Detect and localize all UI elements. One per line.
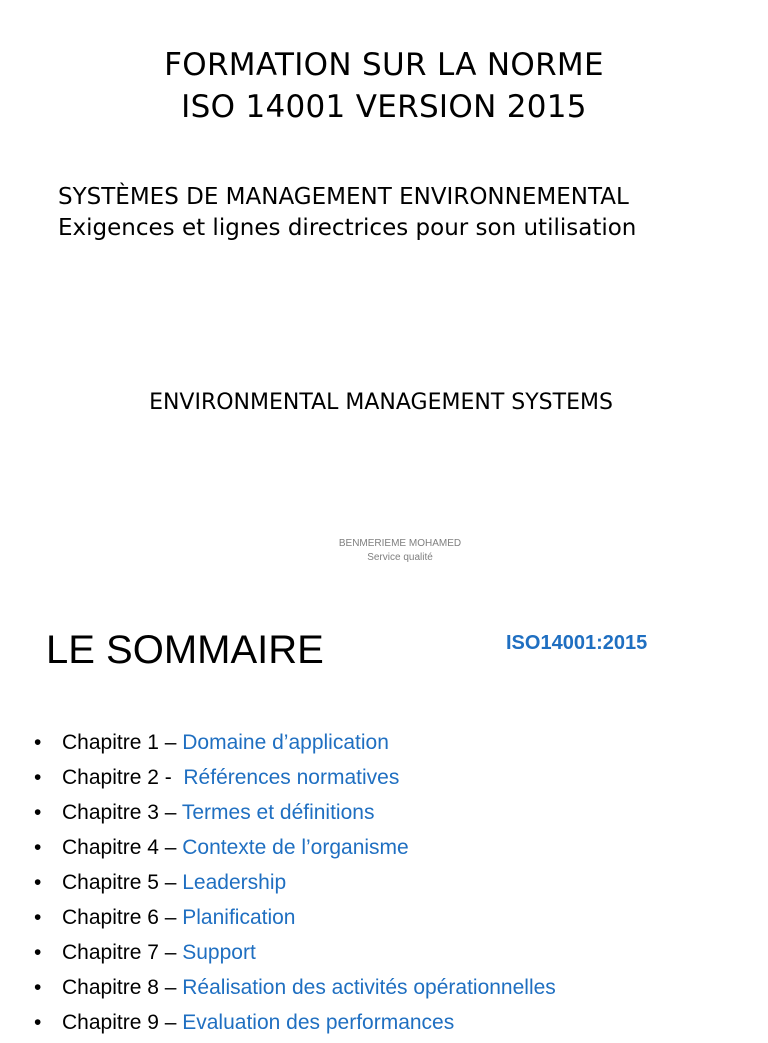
bullet-icon: • [34, 941, 42, 964]
chapter-number: Chapitre 4 – [62, 836, 183, 859]
chapter-item [34, 903, 556, 938]
chapter-title-link[interactable]: Evaluation des performances [182, 1011, 455, 1034]
summary-slide [0, 600, 768, 1034]
chapter-number: Chapitre 1 – [62, 731, 183, 754]
chapter-title-link[interactable]: Leadership [182, 871, 287, 894]
chapter-item [34, 1008, 556, 1043]
bullet-icon: • [34, 836, 42, 859]
chapter-title-link[interactable]: Domaine d’application [182, 731, 389, 754]
chapter-title-link[interactable]: Planification [182, 906, 296, 929]
summary-heading: LE SOMMAIRE [46, 628, 324, 672]
chapter-title-link[interactable]: Contexte de l’organisme [182, 836, 409, 859]
subtitle-line-1: SYSTÈMES DE MANAGEMENT ENVIRONNEMENTAL [58, 184, 629, 210]
bullet-icon: • [34, 1011, 42, 1034]
bullet-icon: • [34, 766, 42, 789]
chapter-title-link[interactable]: Termes et définitions [181, 801, 375, 824]
chapter-item [34, 728, 556, 763]
chapter-item [34, 868, 556, 903]
chapter-item [34, 763, 556, 798]
chapter-title-link[interactable]: Réalisation des activités opérationnelles [182, 976, 556, 999]
bullet-icon: • [34, 731, 42, 754]
chapter-number: Chapitre 5 – [62, 871, 183, 894]
chapter-item [34, 973, 556, 1008]
author-department: Service qualité [367, 552, 433, 563]
chapter-number: Chapitre 7 – [62, 941, 183, 964]
author-name: BENMERIEME MOHAMED [338, 538, 462, 549]
chapter-number: Chapitre 8 – [62, 976, 183, 999]
presentation-title [0, 44, 768, 128]
chapter-number: Chapitre 6 – [62, 906, 183, 929]
title-line-2: ISO 14001 VERSION 2015 [181, 89, 587, 125]
bullet-icon: • [34, 871, 42, 894]
chapter-number: Chapitre 2 - [62, 766, 184, 789]
chapter-number: Chapitre 3 – [62, 801, 182, 824]
bullet-icon: • [34, 976, 42, 999]
chapter-number: Chapitre 9 – [62, 1011, 183, 1034]
chapter-item [34, 938, 556, 973]
chapter-title-link[interactable]: Références normatives [183, 766, 400, 789]
english-title: ENVIRONMENTAL MANAGEMENT SYSTEMS [149, 390, 613, 415]
subtitle-line-2: Exigences et lignes directrices pour son utilisation [58, 215, 637, 241]
bullet-icon: • [34, 801, 42, 824]
chapter-item [34, 833, 556, 868]
chapter-list [34, 728, 556, 1043]
author-block [0, 537, 768, 565]
title-line-1: FORMATION SUR LA NORME [164, 47, 604, 83]
chapter-title-link[interactable]: Support [182, 941, 256, 964]
standard-tag: ISO14001:2015 [506, 632, 648, 654]
presentation-subtitle [58, 182, 758, 244]
chapter-item [34, 798, 556, 833]
bullet-icon: • [34, 906, 42, 929]
